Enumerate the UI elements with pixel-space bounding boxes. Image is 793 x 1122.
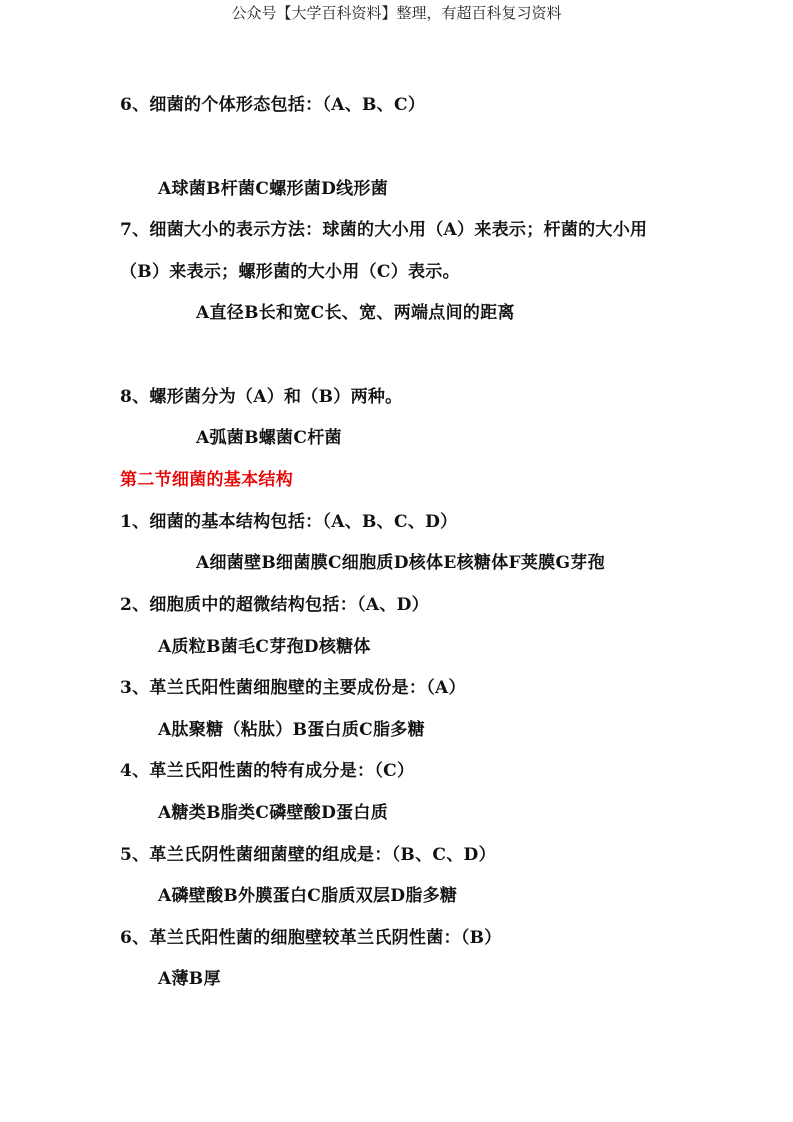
options-6-morphology: A球菌B杆菌C螺形菌D线形菌 (158, 179, 389, 199)
question-6-morphology: 6、细菌的个体形态包括：（A、B、C） (120, 95, 426, 115)
question-4-gram-positive-unique: 4、革兰氏阳性菌的特有成分是：（C） (120, 761, 415, 781)
question-8-spiral: 8、螺形菌分为（A）和（B）两种。 (120, 387, 403, 407)
page-header: 公众号【大学百科资料】整理，有超百科复习资料 (231, 4, 562, 22)
options-8-spiral: A弧菌B螺菌C杆菌 (196, 428, 342, 448)
question-1-basic-structure: 1、细菌的基本结构包括：（A、B、C、D） (120, 512, 458, 532)
question-7-size: 7、细菌大小的表示方法：球菌的大小用（A）来表示；杆菌的大小用 (120, 220, 648, 240)
options-6-wall-thickness: A薄B厚 (158, 969, 221, 989)
question-2-ultrastructure: 2、细胞质中的超微结构包括：（A、D） (120, 595, 429, 615)
options-5-gram-negative-wall: A磷壁酸B外膜蛋白C脂质双层D脂多糖 (158, 886, 458, 906)
question-5-gram-negative-wall: 5、革兰氏阴性菌细菌壁的组成是：（B、C、D） (120, 845, 496, 865)
options-1-basic-structure: A细菌壁B细菌膜C细胞质D核体E核糖体F荚膜G芽孢 (196, 553, 605, 573)
section-title: 第二节细菌的基本结构 (120, 470, 293, 490)
options-3-gram-positive-wall: A肽聚糖（粘肽）B蛋白质C脂多糖 (158, 720, 425, 740)
options-4-gram-positive-unique: A糖类B脂类C磷壁酸D蛋白质 (158, 803, 389, 823)
options-7-size: A直径B长和宽C长、宽、两端点间的距离 (196, 303, 515, 323)
options-2-ultrastructure: A质粒B菌毛C芽孢D核糖体 (158, 637, 371, 657)
question-7-size-continued: （B）来表示；螺形菌的大小用（C）表示。 (120, 262, 460, 282)
question-3-gram-positive-wall: 3、革兰氏阳性菌细胞壁的主要成份是：（A） (120, 678, 466, 698)
question-6-wall-thickness: 6、革兰氏阳性菌的细胞壁较革兰氏阴性菌：（B） (120, 928, 502, 948)
